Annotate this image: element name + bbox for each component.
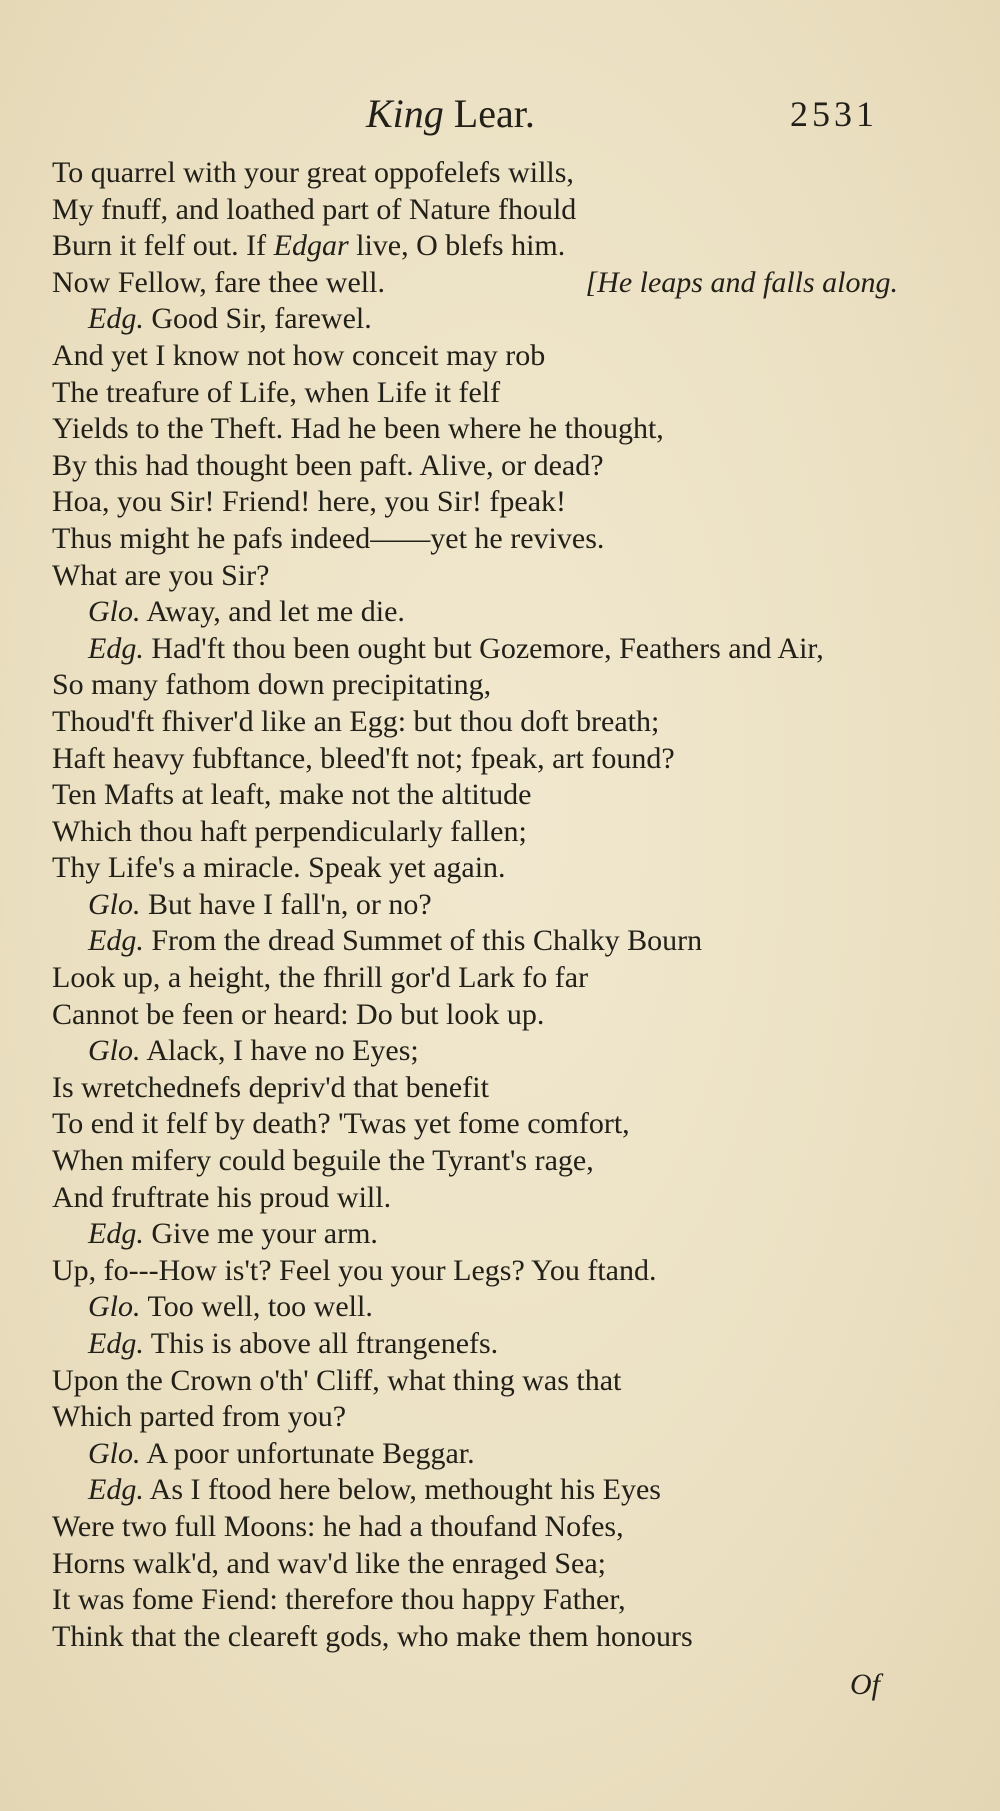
- verse-line: [52, 1143, 942, 1180]
- verse-line: [52, 484, 942, 521]
- verse-line: [52, 155, 942, 192]
- running-title-word-1: King: [366, 91, 444, 136]
- line-text: Think that the cleareft gods, who make them honours: [52, 1619, 693, 1653]
- line-text: Which parted from you?: [52, 1400, 347, 1434]
- speech-line: [52, 594, 942, 631]
- verse-line: [52, 192, 942, 229]
- line-text: Were two full Moons: he had a thoufand Nofes,: [52, 1509, 624, 1543]
- line-text: Ten Mafts at leaft, make not the altitude: [52, 778, 532, 812]
- speaker-name: Edg.: [88, 1217, 144, 1251]
- line-text: Horns walk'd, and wav'd like the enraged Sea;: [52, 1546, 606, 1580]
- verse-line: [52, 448, 942, 485]
- line-text: Hoa, you Sir! Friend! here, you Sir! fpeak!: [52, 485, 567, 519]
- line-text: When mifery could beguile the Tyrant's rage,: [52, 1144, 594, 1178]
- line-text: Look up, a height, the fhrill gor'd Lark fo far: [52, 961, 589, 995]
- line-text: Had'ft thou been ought but Gozemore, Feathers and Air,: [143, 631, 824, 665]
- line-text: The treafure of Life, when Life it felf: [52, 375, 501, 409]
- line-text: To end it felf by death? 'Twas yet fome comfort,: [52, 1107, 630, 1141]
- verse-line: [52, 1106, 942, 1143]
- speech-line: [52, 1436, 942, 1473]
- page-number: 2531: [790, 94, 878, 134]
- line-text: By this had thought been paft. Alive, or dead?: [52, 448, 604, 482]
- line-text: Upon the Crown o'th' Cliff, what thing was that: [52, 1363, 622, 1397]
- catchword: Of: [850, 1668, 880, 1701]
- line-text: To quarrel with your great oppofelefs wills,: [52, 156, 574, 189]
- speech-line: [52, 631, 942, 668]
- speaker-name: Glo.: [88, 1034, 141, 1068]
- verse-line: [52, 375, 942, 412]
- verse-line: [52, 777, 942, 814]
- line-text: Is wretchednefs depriv'd that benefit: [52, 1070, 489, 1104]
- verse-line: [52, 1582, 942, 1619]
- speech-line: [52, 887, 942, 924]
- speaker-name: Glo.: [88, 1290, 141, 1324]
- verse-line: [52, 997, 942, 1034]
- speaker-name: Edg.: [88, 631, 144, 665]
- running-title: [366, 84, 535, 144]
- verse-line: [52, 1253, 942, 1290]
- line-text: But have I fall'n, or no?: [140, 887, 432, 921]
- line-text: Away, and let me die.: [140, 595, 405, 629]
- speech-line: [52, 301, 942, 338]
- verse-line: [52, 1509, 942, 1546]
- verse-line: [52, 1180, 942, 1217]
- line-text: Give me your arm.: [143, 1217, 378, 1251]
- italic-name: Edgar: [273, 229, 349, 263]
- line-text: From the dread Summet of this Chalky Bourn: [143, 924, 703, 958]
- verse-line: [52, 1399, 942, 1436]
- verse-line: [52, 338, 942, 375]
- verse-line: [52, 1363, 942, 1400]
- line-text: Which thou haft perpendicularly fallen;: [52, 814, 527, 848]
- verse-line: [52, 265, 942, 302]
- verse-line: [52, 1070, 942, 1107]
- line-text: live, O blefs him.: [348, 229, 566, 263]
- line-text: And yet I know not how conceit may rob: [52, 338, 546, 372]
- speech-line: [52, 1472, 942, 1509]
- line-text: Good Sir, farewel.: [143, 302, 372, 336]
- line-text: A poor unfortunate Beggar.: [140, 1436, 475, 1470]
- line-text: And fruftrate his proud will.: [52, 1180, 392, 1214]
- verse-line: [52, 814, 942, 851]
- speech-line: [52, 923, 942, 960]
- line-text: Now Fellow, fare thee well.: [52, 265, 385, 299]
- page-header: [0, 84, 1000, 144]
- speech-line: [52, 1216, 942, 1253]
- line-text: Up, fo---How is't? Feel you your Legs? You ftand.: [52, 1253, 657, 1287]
- line-text: Alack, I have no Eyes;: [140, 1034, 419, 1068]
- line-text: As I ftood here below, methought his Eyes: [143, 1473, 661, 1507]
- play-text: [52, 155, 942, 1655]
- verse-line: [52, 704, 942, 741]
- line-text: My fnuff, and loathed part of Nature fhould: [52, 192, 577, 226]
- verse-line: [52, 960, 942, 997]
- verse-line: [52, 1619, 942, 1656]
- verse-line: [52, 521, 942, 558]
- line-text: Cannot be feen or heard: Do but look up.: [52, 997, 545, 1031]
- verse-line: [52, 1546, 942, 1583]
- line-text: This is above all ftrangenefs.: [143, 1327, 499, 1360]
- line-text: Burn it felf out. If: [52, 229, 274, 263]
- line-text: What are you Sir?: [52, 558, 270, 592]
- speaker-name: Glo.: [88, 595, 141, 629]
- line-text: So many fathom down precipitating,: [52, 668, 492, 702]
- speaker-name: Edg.: [88, 924, 144, 958]
- speaker-name: Edg.: [88, 302, 144, 336]
- line-text: Too well, too well.: [140, 1290, 373, 1324]
- speaker-name: Edg.: [88, 1473, 144, 1507]
- verse-line: [52, 411, 942, 448]
- speech-line: [52, 1289, 942, 1326]
- speech-line: [52, 1326, 942, 1363]
- verse-line: [52, 667, 942, 704]
- running-title-word-2: Lear.: [453, 91, 535, 136]
- speaker-name: Glo.: [88, 1436, 141, 1470]
- verse-line: [52, 558, 942, 595]
- verse-line: [52, 228, 942, 265]
- verse-line: [52, 850, 942, 887]
- speaker-name: Edg.: [88, 1327, 144, 1360]
- line-text: Thy Life's a miracle. Speak yet again.: [52, 851, 506, 885]
- line-text: It was fome Fiend: therefore thou happy Father,: [52, 1583, 626, 1617]
- line-text: Haft heavy fubftance, bleed'ft not; fpeak, art found?: [52, 741, 675, 775]
- line-text: Thus might he pafs indeed——yet he revives.: [52, 521, 605, 555]
- line-text: Thoud'ft fhiver'd like an Egg: but thou doft breath;: [52, 704, 660, 738]
- stage-direction: [He leaps and falls along.: [585, 265, 898, 299]
- verse-line: [52, 741, 942, 778]
- line-text: Yields to the Theft. Had he been where he thought,: [52, 412, 664, 446]
- speaker-name: Glo.: [88, 887, 141, 921]
- speech-line: [52, 1033, 942, 1070]
